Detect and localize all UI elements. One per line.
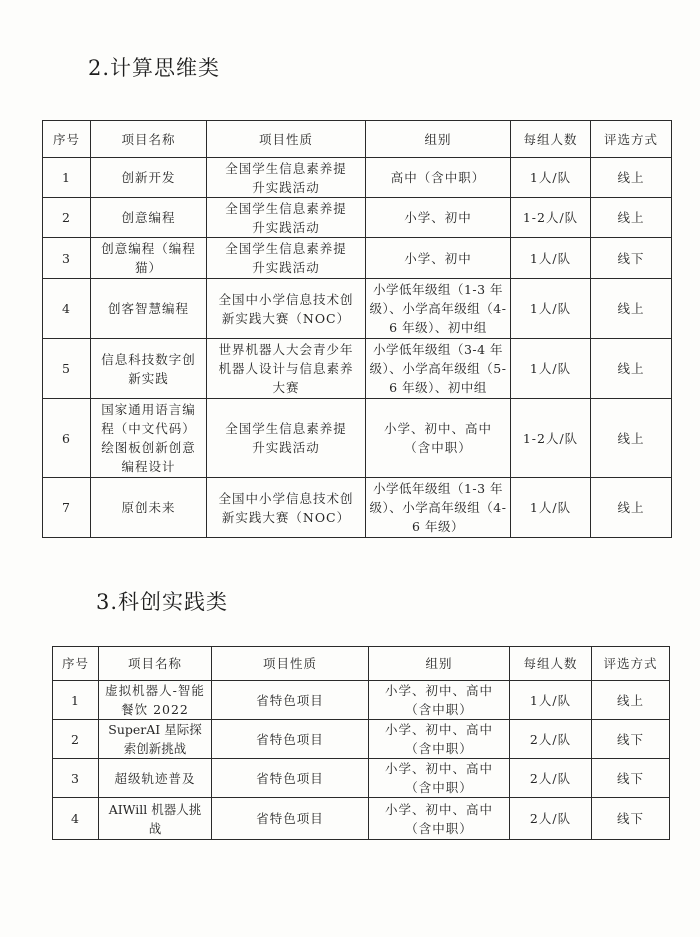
table-row: [43, 478, 672, 538]
cell-group: 小学、初中、高中（含中职）: [369, 759, 510, 798]
cell-no: 3: [53, 759, 99, 798]
cell-no: 1: [43, 158, 91, 198]
header-group: 组别: [366, 121, 511, 158]
table-row: [43, 198, 672, 238]
cell-method: 线上: [592, 681, 670, 720]
cell-name: 虚拟机器人-智能餐饮 2022: [99, 681, 212, 720]
cell-group: 小学、初中、高中（含中职）: [366, 399, 511, 478]
header-team-size: 每组人数: [510, 647, 592, 681]
cell-group: 小学、初中: [366, 198, 511, 238]
cell-team-size: 1人/队: [511, 279, 591, 339]
table-row: [43, 158, 672, 198]
cell-name: 原创未来: [91, 478, 207, 538]
cell-method: 线上: [591, 339, 672, 399]
cell-group: 小学低年级组（1-3 年级）、小学高年级组（4-6 年级）、初中组: [366, 279, 511, 339]
cell-nature: 全国学生信息素养提升实践活动: [207, 399, 366, 478]
cell-group: 小学低年级组（1-3 年级）、小学高年级组（4-6 年级）: [366, 478, 511, 538]
cell-group: 高中（含中职）: [366, 158, 511, 198]
cell-no: 2: [53, 720, 99, 759]
cell-method: 线上: [591, 399, 672, 478]
cell-name: AIWill 机器人挑战: [99, 798, 212, 840]
cell-name: 创客智慧编程: [91, 279, 207, 339]
cell-group: 小学、初中、高中（含中职）: [369, 720, 510, 759]
cell-name: 创新开发: [91, 158, 207, 198]
cell-method: 线下: [592, 798, 670, 840]
cell-team-size: 1人/队: [511, 339, 591, 399]
table-row: [43, 399, 672, 478]
cell-method: 线上: [591, 279, 672, 339]
table-row: [53, 798, 670, 840]
table-row: [43, 238, 672, 279]
cell-no: 4: [53, 798, 99, 840]
section-title-computational-thinking: 2.计算思维类: [88, 56, 221, 80]
cell-name: 创意编程（编程猫）: [91, 238, 207, 279]
cell-nature: 全国学生信息素养提升实践活动: [207, 198, 366, 238]
cell-group: 小学、初中、高中（含中职）: [369, 681, 510, 720]
cell-team-size: 1-2人/队: [511, 198, 591, 238]
cell-team-size: 1-2人/队: [511, 399, 591, 478]
cell-no: 3: [43, 238, 91, 279]
cell-group: 小学低年级组（3-4 年级）、小学高年级组（5-6 年级）、初中组: [366, 339, 511, 399]
cell-team-size: 1人/队: [511, 478, 591, 538]
cell-method: 线上: [591, 478, 672, 538]
cell-name: SuperAI 星际探索创新挑战: [99, 720, 212, 759]
cell-method: 线下: [591, 238, 672, 279]
cell-no: 5: [43, 339, 91, 399]
cell-group: 小学、初中: [366, 238, 511, 279]
header-name: 项目名称: [91, 121, 207, 158]
cell-nature: 省特色项目: [212, 798, 369, 840]
header-no: 序号: [43, 121, 91, 158]
tech-practice-table: [52, 646, 670, 840]
table-row: [53, 720, 670, 759]
cell-nature: 世界机器人大会青少年机器人设计与信息素养大赛: [207, 339, 366, 399]
cell-team-size: 1人/队: [511, 158, 591, 198]
cell-nature: 全国中小学信息技术创新实践大赛（NOC）: [207, 478, 366, 538]
computational-thinking-table: [42, 120, 672, 538]
table-row: [53, 681, 670, 720]
cell-team-size: 2人/队: [510, 798, 592, 840]
header-no: 序号: [53, 647, 99, 681]
header-nature: 项目性质: [212, 647, 369, 681]
cell-method: 线上: [591, 158, 672, 198]
table-row: [43, 339, 672, 399]
section-title-tech-practice: 3.科创实践类: [96, 590, 229, 614]
header-name: 项目名称: [99, 647, 212, 681]
cell-team-size: 1人/队: [511, 238, 591, 279]
cell-nature: 全国学生信息素养提升实践活动: [207, 238, 366, 279]
table-row: [43, 279, 672, 339]
cell-name: 信息科技数字创新实践: [91, 339, 207, 399]
header-group: 组别: [369, 647, 510, 681]
cell-team-size: 1人/队: [510, 681, 592, 720]
cell-nature: 省特色项目: [212, 681, 369, 720]
cell-no: 6: [43, 399, 91, 478]
cell-team-size: 2人/队: [510, 720, 592, 759]
cell-nature: 省特色项目: [212, 759, 369, 798]
header-method: 评选方式: [592, 647, 670, 681]
cell-method: 线下: [592, 720, 670, 759]
cell-method: 线下: [592, 759, 670, 798]
cell-nature: 全国学生信息素养提升实践活动: [207, 158, 366, 198]
cell-no: 7: [43, 478, 91, 538]
cell-name: 超级轨迹普及: [99, 759, 212, 798]
table-header-row: [43, 121, 672, 158]
cell-nature: 全国中小学信息技术创新实践大赛（NOC）: [207, 279, 366, 339]
header-team-size: 每组人数: [511, 121, 591, 158]
cell-method: 线上: [591, 198, 672, 238]
table-row: [53, 759, 670, 798]
cell-no: 2: [43, 198, 91, 238]
header-nature: 项目性质: [207, 121, 366, 158]
cell-no: 4: [43, 279, 91, 339]
cell-group: 小学、初中、高中（含中职）: [369, 798, 510, 840]
cell-team-size: 2人/队: [510, 759, 592, 798]
header-method: 评选方式: [591, 121, 672, 158]
cell-name: 创意编程: [91, 198, 207, 238]
cell-name: 国家通用语言编程（中文代码）绘图板创新创意编程设计: [91, 399, 207, 478]
cell-no: 1: [53, 681, 99, 720]
table-header-row: [53, 647, 670, 681]
cell-nature: 省特色项目: [212, 720, 369, 759]
